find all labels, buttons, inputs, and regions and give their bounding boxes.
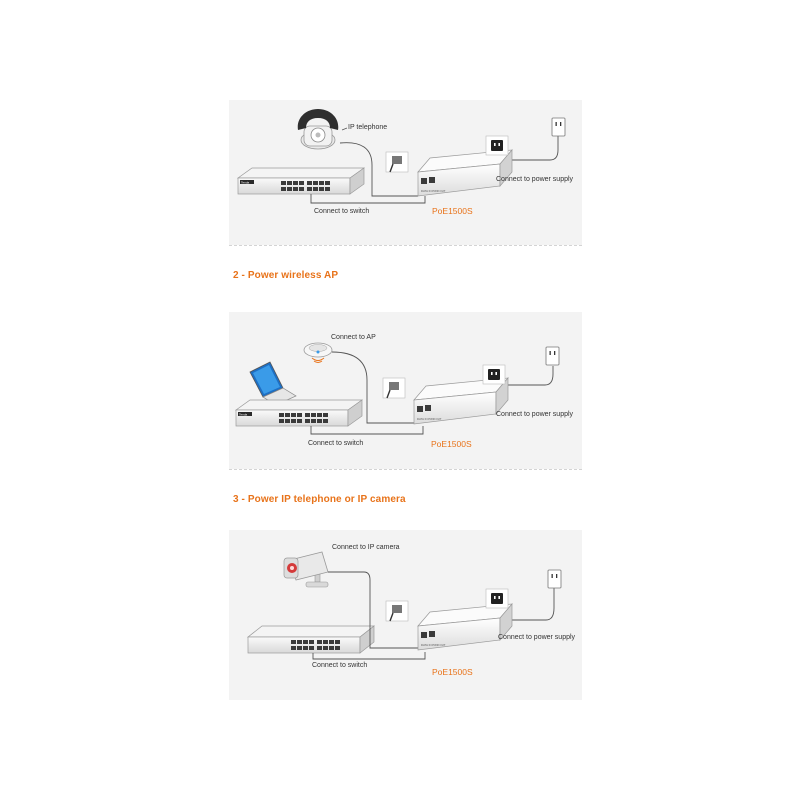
switch-brand: Tenda bbox=[241, 180, 250, 185]
switch-icon bbox=[238, 168, 364, 194]
switch-label: Connect to switch bbox=[314, 208, 370, 215]
model-label: PoE1500S bbox=[432, 206, 473, 216]
section-heading-ip-camera: 3 - Power IP telephone or IP camera bbox=[233, 494, 406, 505]
ip-camera-label: Connect to IP camera bbox=[332, 544, 400, 551]
poe-injector-icon bbox=[418, 150, 512, 196]
section-divider bbox=[229, 469, 582, 470]
model-label: PoE1500S bbox=[432, 667, 473, 677]
rj45-plug-icon bbox=[383, 378, 405, 398]
switch-icon bbox=[236, 400, 362, 426]
power-supply-label: Connect to power supply bbox=[496, 176, 574, 183]
power-outlet-icon bbox=[548, 570, 561, 588]
power-socket-icon bbox=[483, 365, 505, 384]
switch-label: Connect to switch bbox=[312, 662, 368, 669]
ip-telephone-label: IP telephone bbox=[348, 124, 388, 131]
switch-icon bbox=[248, 626, 374, 653]
section-heading-wireless-ap: 2 - Power wireless AP bbox=[233, 270, 339, 281]
poe-injector-icon bbox=[414, 378, 508, 424]
access-point-label: Connect to AP bbox=[331, 334, 376, 341]
rj45-plug-icon bbox=[386, 601, 408, 621]
access-point-icon bbox=[304, 343, 332, 363]
poe-injector-icon bbox=[418, 604, 512, 650]
svg-text:DATA IN PWR OUT: DATA IN PWR OUT bbox=[421, 643, 446, 647]
power-socket-icon bbox=[486, 589, 508, 608]
power-supply-label: Connect to power supply bbox=[496, 411, 574, 418]
laptop-icon bbox=[250, 362, 296, 405]
ip-camera-icon bbox=[284, 552, 328, 587]
ip-telephone-icon bbox=[298, 109, 339, 149]
power-supply-label: Connect to power supply bbox=[498, 634, 576, 641]
model-label: PoE1500S bbox=[431, 439, 472, 449]
switch-brand: Tenda bbox=[239, 412, 248, 417]
pointer-line bbox=[342, 128, 347, 130]
svg-text:DATA IN PWR OUT: DATA IN PWR OUT bbox=[417, 417, 442, 421]
rj45-plug-icon bbox=[386, 152, 408, 172]
power-outlet-icon bbox=[546, 347, 559, 365]
power-outlet-icon bbox=[552, 118, 565, 136]
switch-label: Connect to switch bbox=[308, 440, 364, 447]
svg-text:DATA IN PWR OUT: DATA IN PWR OUT bbox=[421, 189, 446, 193]
power-socket-icon bbox=[486, 136, 508, 155]
section-divider bbox=[229, 245, 582, 246]
